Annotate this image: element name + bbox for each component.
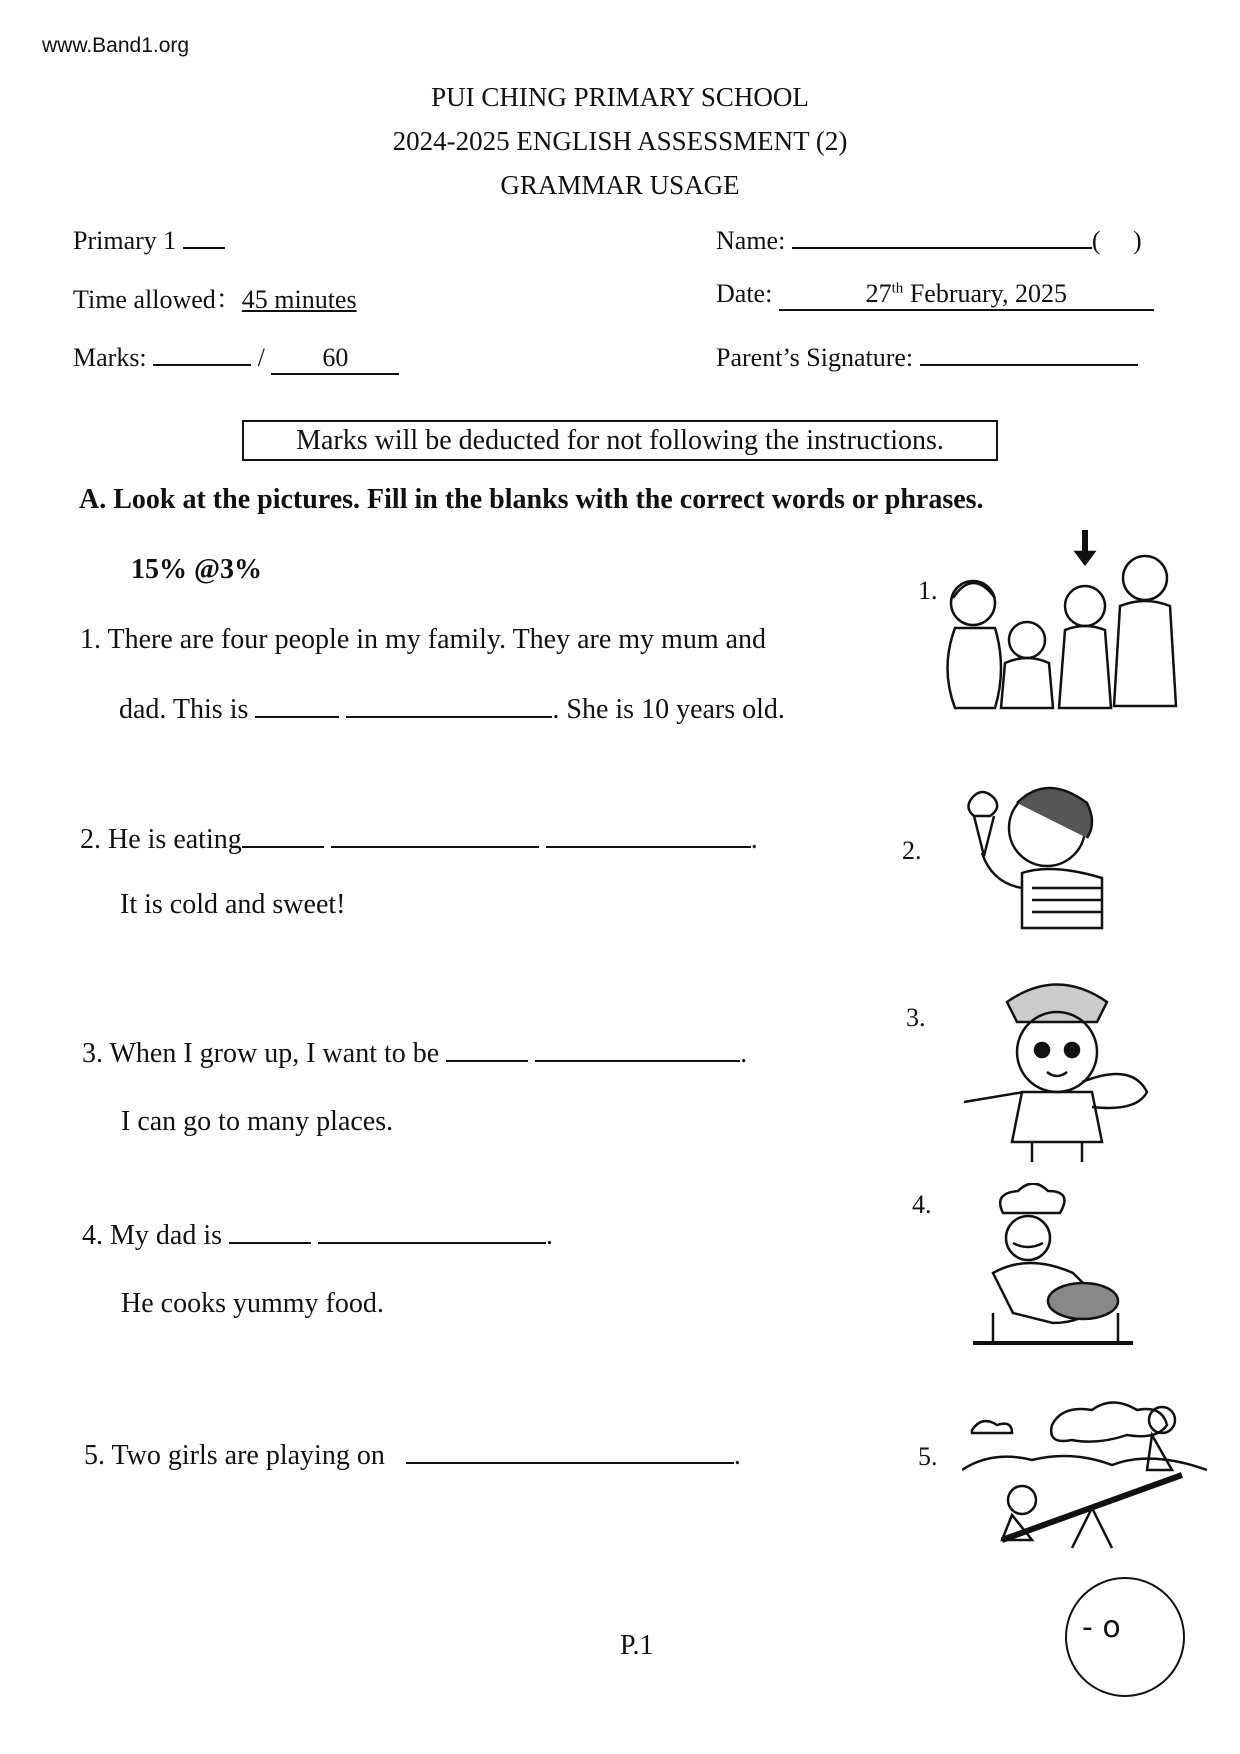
name-field[interactable]: Name: ( ) <box>716 223 1142 256</box>
answer-blank[interactable] <box>446 1036 528 1062</box>
question-4-line-2: He cooks yummy food. <box>121 1288 384 1319</box>
answer-blank[interactable] <box>242 822 324 848</box>
answer-blank[interactable] <box>506 1438 734 1464</box>
question-1-line-2: dad. This is . She is 10 years old. <box>119 694 785 725</box>
page-number: P.1 <box>620 1630 654 1661</box>
question-5-line-1: 5. Two girls are playing on . <box>84 1440 741 1471</box>
question-4-line-1: 4. My dad is . <box>82 1220 553 1251</box>
signature-field[interactable] <box>716 340 1138 373</box>
pilot-picture <box>962 972 1152 1168</box>
answer-blank[interactable] <box>535 1036 740 1062</box>
class-label: Primary 1 <box>73 226 177 255</box>
picture-label-2: 2. <box>902 836 922 865</box>
question-3-line-2: I can go to many places. <box>121 1106 394 1137</box>
picture-label-1: 1. <box>918 576 938 605</box>
answer-blank[interactable] <box>346 692 552 718</box>
question-2-line-1: 2. He is eating . <box>80 824 758 855</box>
question-2-line-2: It is cold and sweet! <box>120 889 346 920</box>
marks-total: 60 <box>271 343 399 375</box>
answer-blank[interactable] <box>229 1218 311 1244</box>
answer-blank[interactable] <box>331 822 539 848</box>
picture-label-5: 5. <box>918 1442 938 1471</box>
ice-cream-picture <box>962 778 1112 933</box>
signature-label: Parent’s Signature: <box>716 343 914 372</box>
chef-picture <box>973 1183 1135 1349</box>
class-field[interactable] <box>73 223 225 256</box>
name-label: Name: <box>716 226 786 255</box>
marks-field: Marks: / 60 <box>73 340 399 375</box>
answer-blank[interactable] <box>318 1218 546 1244</box>
picture-label-4: 4. <box>912 1190 932 1219</box>
question-1-line-1: 1. There are four people in my family. They are my mum and <box>80 624 767 655</box>
assessment-title: 2024-2025 ENGLISH ASSESSMENT (2) <box>392 126 848 156</box>
school-name: PUI CHING PRIMARY SCHOOL <box>431 82 809 112</box>
picture-label-3: 3. <box>906 1003 926 1032</box>
paper-title: GRAMMAR USAGE <box>500 170 740 200</box>
instruction-notice: Marks will be deducted for not following the instructions. <box>242 420 998 461</box>
answer-blank[interactable] <box>255 692 339 718</box>
question-3-line-1: 3. When I grow up, I want to be . <box>82 1038 748 1069</box>
watermark: www.Band1.org <box>42 34 190 57</box>
seesaw-picture <box>962 1390 1214 1562</box>
time-allowed: Time allowed：45 minutes <box>73 285 357 314</box>
section-a-heading: A. Look at the pictures. Fill in the blanks with the correct words or phrases. <box>79 484 984 515</box>
time-value: 45 minutes <box>241 285 357 314</box>
date-label: Date: <box>716 279 773 308</box>
family-picture <box>945 528 1180 723</box>
answer-blank[interactable] <box>406 1438 506 1464</box>
date-field: Date: 27th February, 2025 <box>716 279 1154 311</box>
answer-blank[interactable] <box>546 822 751 848</box>
score-mark: - o <box>1082 1610 1121 1645</box>
section-a-marks: 15% @3% <box>131 554 263 585</box>
